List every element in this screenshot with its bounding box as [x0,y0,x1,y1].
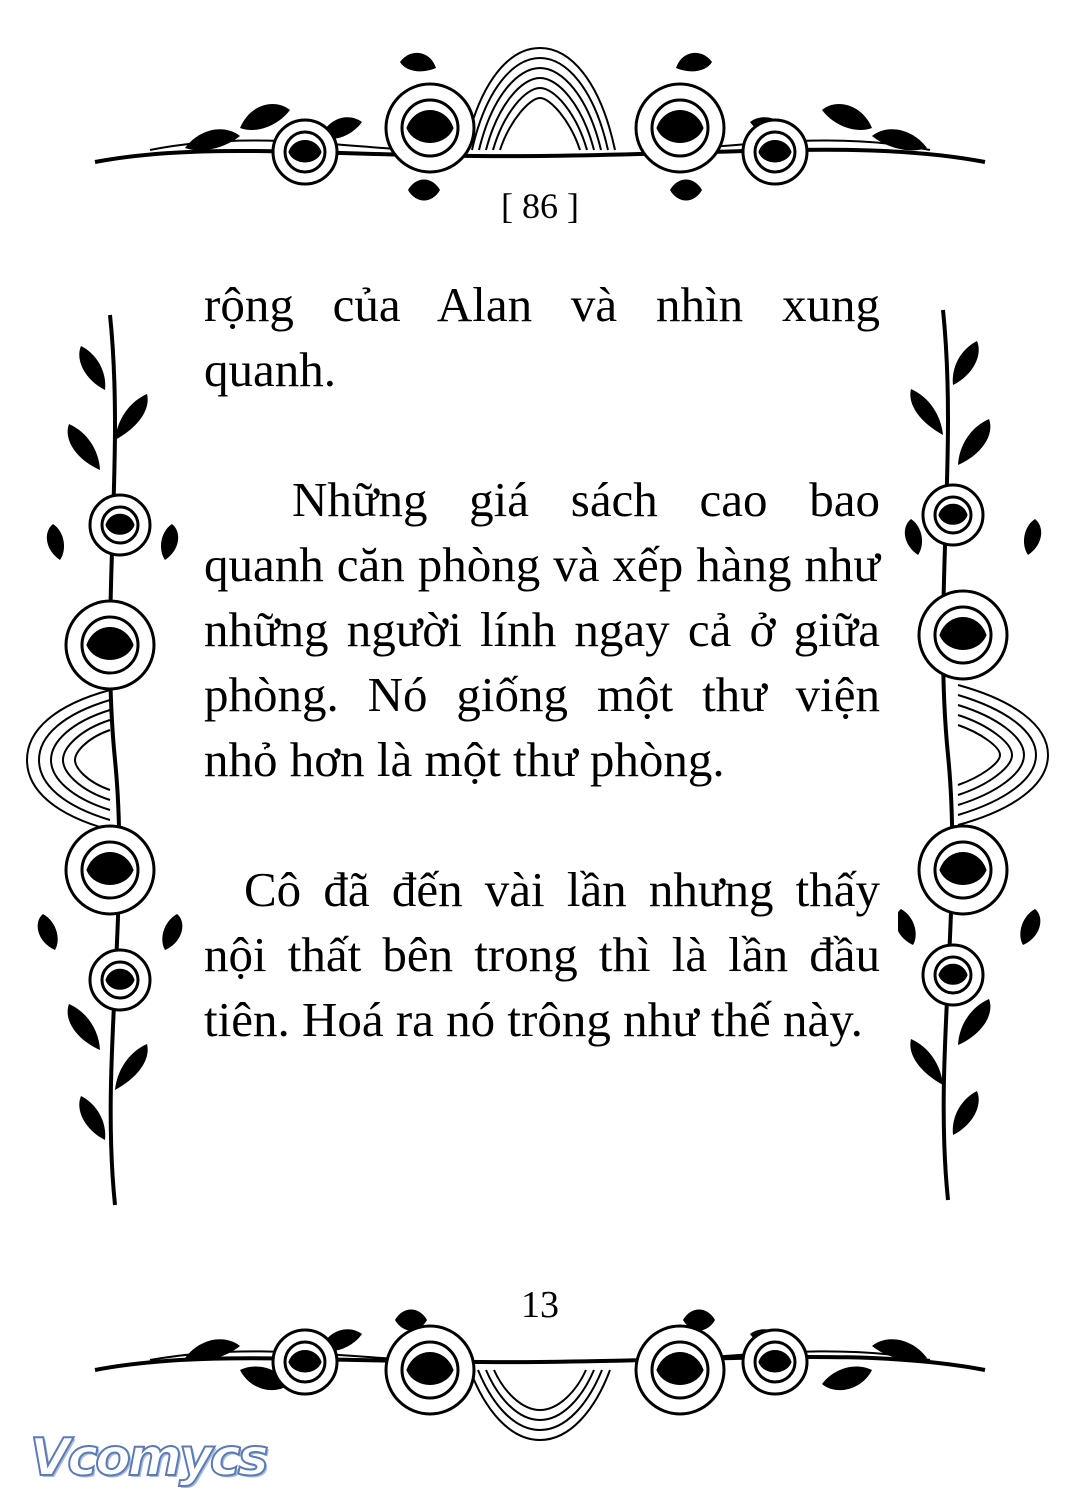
left-rose-border [15,310,185,1210]
paragraph: Những giá sách cao bao quanh căn phòng và xếp hàng như những người lính ngay cả ở giữa phòng. Nó giống một thư viện nhỏ hơn là một thư phòng. [204,472,880,787]
chapter-number: [ 86 ] [501,186,579,226]
page-number: 13 [521,1284,559,1326]
story-text [204,272,880,1052]
right-rose-border [898,305,1068,1205]
rose-vine-icon [898,305,1068,1205]
watermark-logo: Vcomycs [30,1428,266,1488]
rose-vine-icon [15,310,185,1210]
paragraph: Cô đã đến vài lần nhưng thấy nội thất bên trong thì là lần đầu tiên. Hoá ra nó trông như thế này. [204,862,880,1047]
paragraph: rộng của Alan và nhìn xung quanh. [204,277,880,397]
